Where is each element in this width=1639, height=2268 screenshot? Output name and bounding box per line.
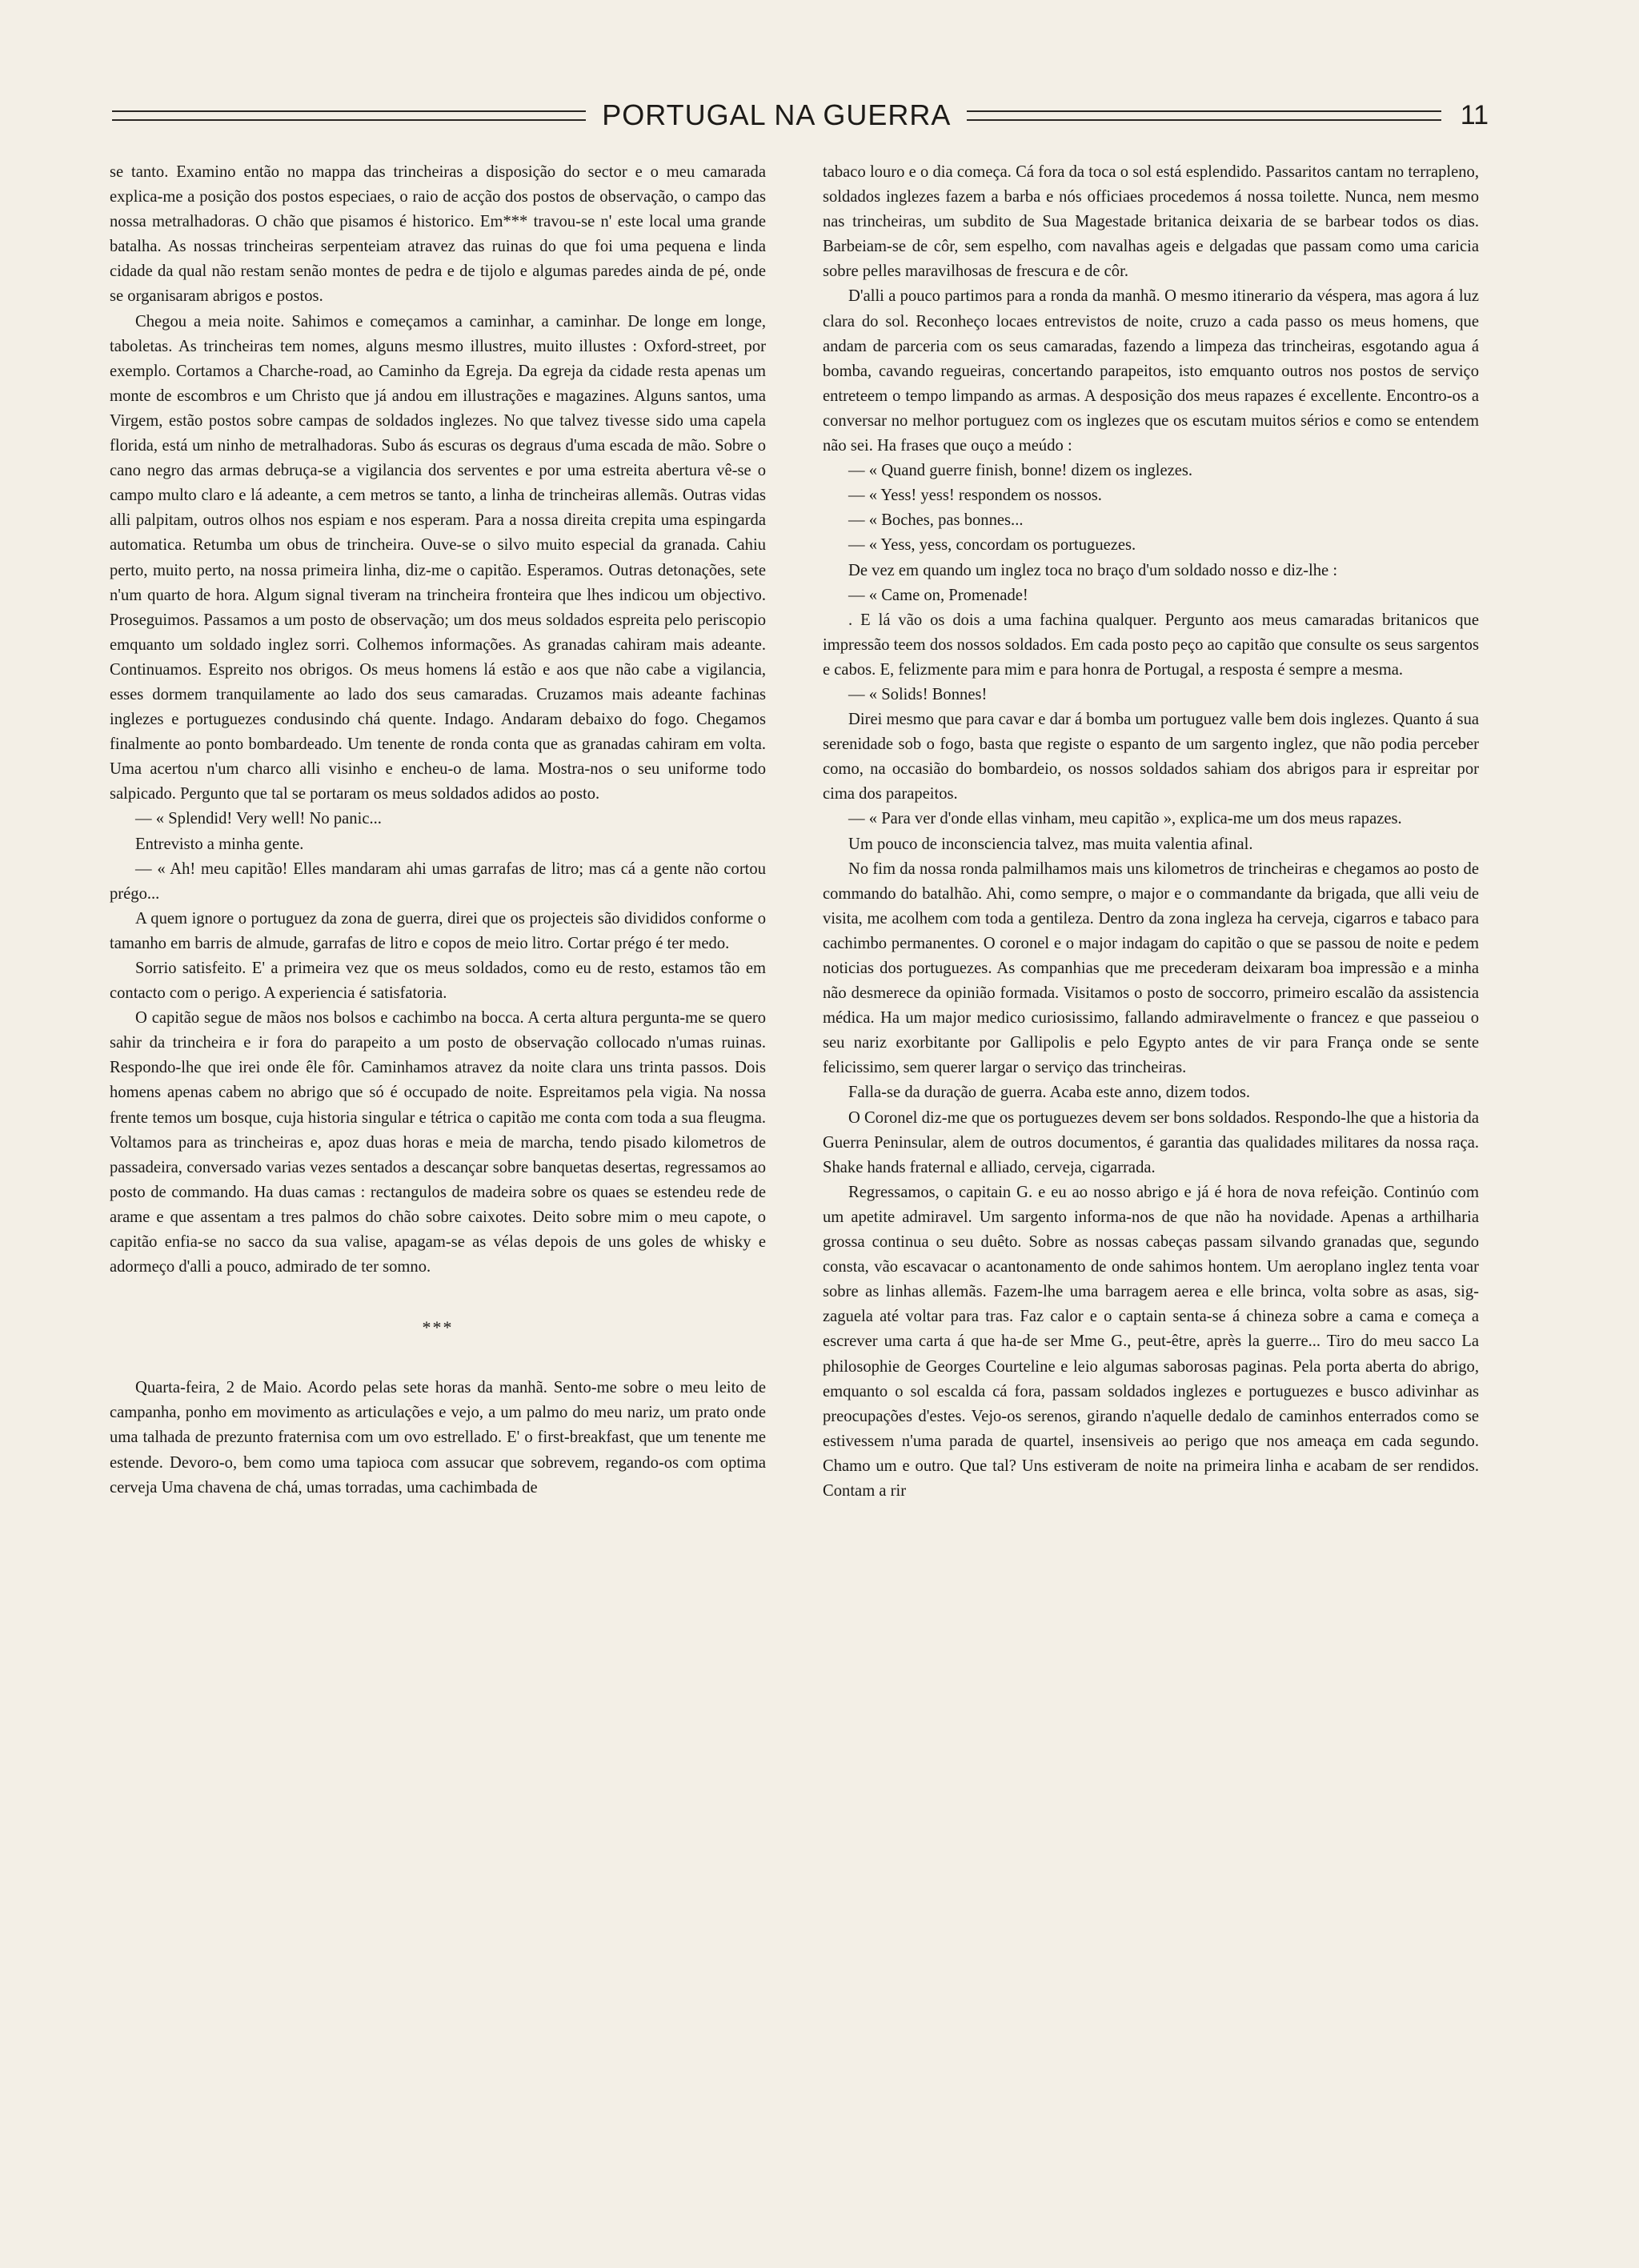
paragraph: D'alli a pouco partimos para a ronda da manhã. O mesmo itinerario da véspera, mas agora á luz clara do sol. Reconheço locaes entrevistos de noite, cruzo a cada passo os meus homens, que andam de parceria com os seus camaradas, fazendo a limpeza das trincheiras, esgotando agua á bomba, cavando regueiras, concertando parapeitos, isto emquanto outros nos postos de serviço entreteem o tempo limpando as armas. A desposição dos meus rapazes é excellente. Encontro-os a conversar no melhor portuguez com os inglezes que os escutam muitos sérios e como se entendem não sei. Ha frases que ouço a meúdo : (823, 287, 1479, 455)
paragraph: Entrevisto a minha gente. (135, 835, 304, 853)
dialog-line: — « Splendid! Very well! No panic... (135, 810, 382, 828)
paragraph: Chegou a meia noite. Sahimos e começamos a caminhar, a caminhar. De longe em longe, taboletas. As trincheiras tem nomes, alguns mesmo illustres, muito illustes : Oxford-street, por exemplo. Cortamos a Charche-road, ao Caminho da Egreja. Da egreja da cidade resta apenas um monte de escombros e um Christo que já andou em illustrações e magazines. Alguns santos, uma Virgem, estão postos sobre campas de soldados inglezes. No que talvez tivesse sido uma capela florida, está um ninho de metralhadoras. Subo ás escuras os degraus d'uma escada de mão. Sobre o cano negro das armas debruça-se a vigilancia dos serventes e por uma estreita abertura vê-se o campo multo claro e lá adeante, a cem metros se tanto, a linha de trincheiras allemãs. Outras vidas alli palpitam, outros olhos nos espiam e nos esperam. Para a nossa direita crepita uma espingarda automatica. Retumba um obus de trincheira. Ouve-se o silvo muito especial da granada. Cahiu perto, muito perto, na nossa primeira linha, diz-me o capitão. Esperamos. Outras detonações, sete n'um quarto de hora. Algum signal tiveram na trincheira fronteira que lhes indicou um objectivo. Proseguimos. Passamos a um posto de observação; um dos meus soldados espreita pelo periscopio emquanto um soldado inglez sorri. Colhemos informações. As granadas cahiram mais adeante. Continuamos. Espreito nos obrigos. Os meus homens lá estão e aos que não cabe a vigilancia, esses dormem tranquilamente ao lado dos seus camaradas. Cruzamos mais adeante fachinas inglezes e portuguezes condusindo chá quente. Indago. Andaram debaixo do fogo. Chegamos finalmente ao ponto bombardeado. Um tenente de ronda conta que as granadas cahiram em volta. Uma acertou n'um charco alli visinho e encheu-o de lama. Mostra-nos o seu uniforme todo salpicado. Pergunto que tal se portaram os meus soldados adidos ao posto. (110, 312, 766, 803)
paragraph: De vez em quando um inglez toca no braço d'um soldado nosso e diz-lhe : (848, 561, 1338, 579)
paragraph: se tanto. Examino então no mappa das trincheiras a disposição do sector e o meu camarada explica-me a posição dos postos especiaes, o raio de acção dos postos de observação, o campo das nossa metralhadoras. O chão que pisamos é historico. Em*** travou-se n' este local uma grande batalha. As nossas trincheiras serpenteiam atravez das ruinas do que foi uma pequena e linda cidade da qual não restam senão montes de pedra e de tijolo e algumas paredes ainda de pé, onde se organisaram abrigos e postos. (110, 163, 766, 306)
left-column (110, 160, 766, 1501)
dialog-line: — « Ah! meu capitão! Elles mandaram ahi umas garrafas de litro; mas cá a gente não cortou prégo... (110, 860, 766, 903)
paragraph: No fim da nossa ronda palmilhamos mais uns kilometros de trincheiras e chegamos ao posto de commando do batalhão. Ahi, como sempre, o major e o commandante da brigada, que alli veiu de visita, me acolhem com toda a gentileza. Dentro da zona ingleza ha cerveja, cigarros e tabaco para cachimbo permanentes. O coronel e o major indagam do capitão o que se passou de noite e pedem noticias dos portuguezes. As companhias que me precederam deixaram boa impressão e a minha não desmerece da opinião formada. Visitamos o posto de soccorro, primeiro escalão da assistencia médica. Ha um major medico curiosissimo, fallando admiravelmente o francez e que passeiou o seu nariz exorbitante por Gallipolis e pelo Egypto antes de vir para França onde se sente felicissimo, sem querer largar o serviço das trincheiras. (823, 860, 1479, 1077)
page-number: 11 (1460, 99, 1489, 130)
dialog-line: — « Yess! yess! respondem os nossos. (848, 487, 1102, 505)
running-title: PORTUGAL NA GUERRA (602, 98, 952, 131)
paragraph: Sorrio satisfeito. E' a primeira vez que os meus soldados, como eu de resto, estamos tão em contacto com o perigo. A experiencia é satisfatoria. (110, 960, 766, 1003)
paragraph: Direi mesmo que para cavar e dar á bomba um portuguez valle bem dois inglezes. Quanto á sua serenidade sob o fogo, basta que registe o espanto de um sargento inglez, que não podia perceber como, na occasião do bombardeio, os nossos soldados sahiam dos abrigos para ir espreitar por cima dos parapeitos. (823, 711, 1480, 803)
paragraph: Um pouco de inconsciencia talvez, mas muita valentia afinal. (848, 835, 1253, 853)
paragraph: Regressamos, o capitain G. e eu ao nosso abrigo e já é hora de nova refeição. Continúo com um apetite admiravel. Um sargento informa-nos de que não ha novidade. Apenas a arthilharia grossa continua o seu duêto. Sobre as nossas cabeças passam silvando granadas que, segundo consta, vão escavacar o acantonamento de onde sahimos hontem. Um aeroplano inglez tenta voar sobre as linhas allemãs. Fazem-lhe uma barragem aerea e elle brinca, volta sobre as asas, sig-zaguela até voltar para tras. Faz calor e o captain senta-se á chineza sobre a cama e começa a escrever uma carta á que ha-de ser Mme G., peut-être, après la guerre... Tiro do meu sacco La philosophie de Georges Courteline e leio algumas saborosas paginas. Pela porta aberta do abrigo, emquanto o sol escalda cá fora, passam soldados inglezes e portuguezes e busco adivinhar as preocupações d'estes. Vejo-os serenos, girando n'aquelle dedalo de caminhos enterrados como se estivessem n'uma parada de quartel, insensiveis ao perigo que nos ameaça em cada segundo. Chamo um e outro. Que tal? Uns estiveram de noite na primeira linha e acabam de ser rendidos. Contam a rir (823, 1183, 1479, 1500)
paragraph: Falla-se da duração de guerra. Acaba este anno, dizem todos. (848, 1084, 1251, 1102)
dialog-line: — « Boches, pas bonnes... (848, 511, 1024, 530)
paragraph: O capitão segue de mãos nos bolsos e cachimbo na bocca. A certa altura pergunta-me se quero sahir da trincheira e ir fora do parapeito a um posto de observação collocado n'umas ruinas. Respondo-lhe que irei onde êle fôr. Caminhamos atravez da noite clara uns trinta passos. Dois homens apenas cabem no abrigo que só é occupado de noite. Espreitamos pela vigia. Na nossa frente temos um bosque, cuja historia singular e tétrica o capitão me conta com toda a sua fleugma. Voltamos para as trincheiras e, apoz duas horas e meia de marcha, tendo pisado kilometros de passadeira, conversado varias vezes sentados a descançar sobre banquetas desertas, regressamos ao posto de commando. Ha duas camas : rectangulos de madeira sobre os quaes se estendeu rede de arame e que assentam a tres palmos do chão sobre caixotes. Deito sobre mim o meu capote, o capitão enfia-se no sacco da sua valise, apagam-se as vélas depois de uns goles de whisky e adormeço d'alli a pouco, admirado de ter somno. (110, 1009, 766, 1276)
dialog-line: — « Para ver d'onde ellas vinham, meu capitão », explica-me um dos meus rapazes. (848, 810, 1402, 828)
paragraph: Quarta-feira, 2 de Maio. Acordo pelas sete horas da manhã. Sento-me sobre o meu leito de campanha, ponho em movimento as articulações e vejo, a um palmo do meu nariz, um prato onde uma talhada de prezunto fraternisa com um ovo estrellado. E' o first-breakfast, que um tenente me estende. Devoro-o, bem como uma tapioca com assucar que sobrevem, regando-os com optima cerveja Uma chavena de chá, umas torradas, uma cachimbada de (110, 1379, 766, 1497)
paragraph: O Coronel diz-me que os portuguezes devem ser bons soldados. Respondo-lhe que a historia da Guerra Peninsular, alem de outros documentos, é garantia das qualidades militares da nossa raça. Shake hands fraternal e alliado, cerveja, cigarrada. (823, 1108, 1479, 1176)
paragraph: . E lá vão os dois a uma fachina qualquer. Pergunto aos meus camaradas britanicos que impressão teem dos nossos soldados. Em cada posto peço ao capitão que consulte os seus sargentos e cabos. E, felizmente para mim e para honra de Portugal, a resposta é sempre a mesma. (823, 611, 1479, 679)
header-rule-right (967, 110, 1441, 121)
dialog-line: — « Solids! Bonnes! (848, 685, 988, 703)
right-column (823, 160, 1479, 1504)
dialog-line: — « Came on, Promenade! (848, 586, 1028, 604)
running-header (112, 94, 1489, 136)
dialog-line: — « Yess, yess, concordam os portuguezes. (848, 536, 1136, 555)
dialog-line: — « Quand guerre finish, bonne! dizem os inglezes. (848, 462, 1193, 480)
paragraph: A quem ignore o portuguez da zona de guerra, direi que os projecteis são divididos conforme o tamanho em barris de almude, garrafas de litro e copos de meio litro. Cortar prégo é ter medo. (110, 909, 766, 952)
section-separator: *** (422, 1317, 454, 1338)
header-rule-left (112, 110, 586, 121)
paragraph: tabaco louro e o dia começa. Cá fora da toca o sol está esplendido. Passaritos cantam no terrapleno, soldados inglezes fazem a barba e nós officiaes procedemos á nossa toilette. Nunca, nem mesmo nas trincheiras, um subdito de Sua Magestade britanica deixaria de se barbear todos os dias. Barbeiam-se de côr, sem espelho, com navalhas ageis e delgadas que passam como uma caricia sobre pelles maravilhosas de frescura e de côr. (823, 163, 1479, 281)
